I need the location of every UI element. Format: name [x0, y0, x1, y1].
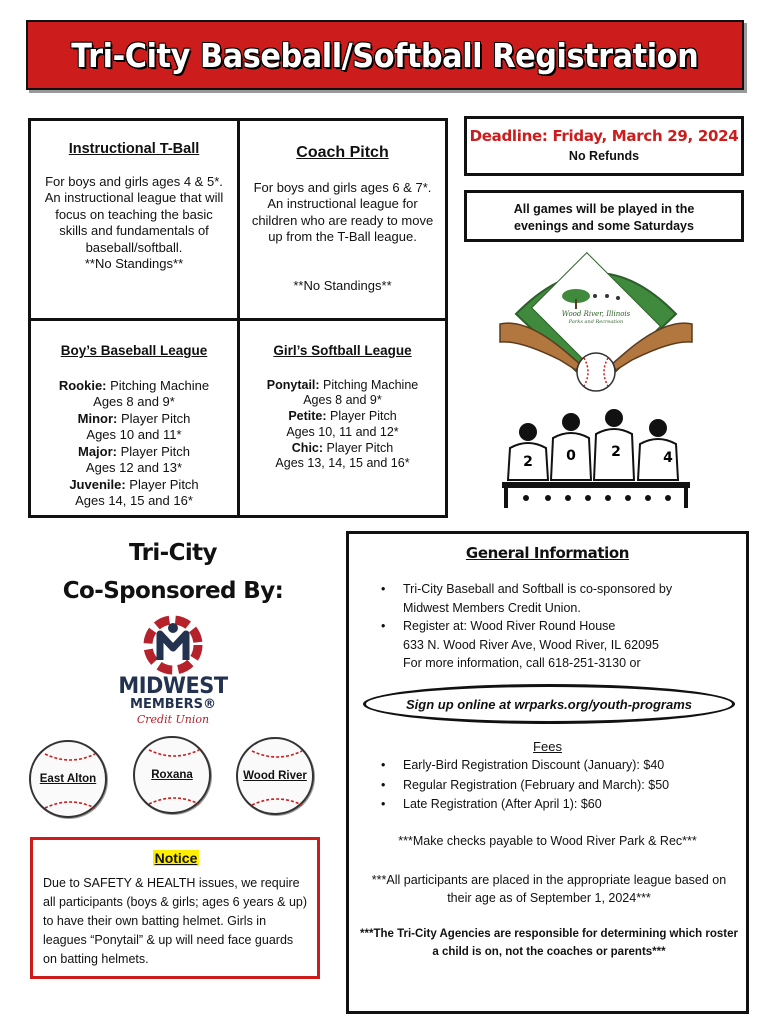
division-type: Player Pitch: [326, 409, 397, 424]
logo-m-icon: [160, 634, 186, 660]
signup-link[interactable]: Sign up online at wrparks.org/youth-programs: [363, 684, 735, 724]
tball-desc-line: For boys and girls ages 4 & 5*.: [45, 173, 223, 189]
division-name: Minor:: [77, 410, 118, 426]
coach-pitch-desc-line: children who are ready to move: [251, 212, 434, 228]
girls-league-title: Girl’s Softball League: [273, 343, 412, 358]
notice-text: Due to SAFETY & HEALTH issues, we require all participants (boys & girls; ages 6 years & up) to have their own batting helmet. Girls in leagues “Ponytail” & up will need face guards on batting helmets.: [43, 876, 308, 966]
title-banner: [26, 20, 744, 90]
bench-leg-icon: [504, 488, 508, 508]
tree-trunk-icon: [575, 299, 577, 309]
player-icon: [605, 294, 609, 298]
sponsor-title-line: Tri-City: [129, 540, 217, 566]
division-name: Major:: [78, 443, 117, 459]
info-item: [379, 617, 746, 673]
sponsor-name: [108, 674, 238, 726]
tball-desc-line: focus on teaching the basic: [55, 206, 213, 222]
division-name: Chic:: [291, 440, 324, 455]
division-line: [248, 409, 437, 425]
fee-item: • Late Registration (After April 1): $60: [379, 795, 669, 815]
games-line: All games will be played in the: [513, 202, 695, 216]
coach-pitch-standings: **No Standings**: [293, 277, 392, 293]
info-line: • Register at: Wood River Round House: [403, 619, 616, 633]
page-title: Tri-City Baseball/Softball Registration: [71, 35, 699, 75]
coach-pitch-cell: [240, 121, 445, 321]
notice-title-text: Notice: [154, 850, 198, 866]
jersey-number: 4: [663, 450, 673, 466]
division-ages: Ages 8 and 9*: [93, 394, 175, 409]
division-ages: Ages 10 and 11*: [86, 427, 182, 442]
info-line: Midwest Members Credit Union.: [403, 600, 581, 615]
fee-item: • Early-Bird Registration Discount (January): $40: [379, 756, 669, 776]
division-name: Petite:: [288, 409, 327, 424]
tball-standings: **No Standings**: [84, 256, 184, 271]
city-ball-east-alton: [29, 740, 107, 818]
division-ages: Ages 13, 14, 15 and 16*: [275, 456, 410, 471]
coach-pitch-desc-line: An instructional league for: [267, 196, 418, 211]
tball-desc-line: An instructional league that will: [44, 190, 224, 205]
games-schedule-box: [464, 190, 744, 242]
info-list: [379, 580, 746, 673]
field-subtext: Parks and Recreation: [568, 319, 624, 325]
division-line: [248, 378, 437, 394]
sponsor-title: [28, 534, 318, 610]
info-line: 633 N. Wood River Ave, Wood River, IL 62095: [403, 637, 659, 652]
info-line: For more information, call 618-251-3130 or: [403, 656, 641, 670]
jersey-number: 0: [566, 448, 576, 464]
player-icon: [616, 296, 620, 300]
division-name: Ponytail:: [266, 377, 320, 392]
sponsor-name-line: MEMBERS®: [130, 697, 216, 712]
tball-cell: [31, 121, 240, 321]
notice-title: [43, 850, 309, 868]
checks-note: ***Make checks payable to Wood River Park & Rec***: [398, 834, 697, 848]
age-note: ***All participants are placed in the appropriate league based on their age as of September 1, 2024***: [371, 873, 727, 905]
tball-title: Instructional T-Ball: [68, 141, 200, 157]
league-grid: [28, 118, 448, 518]
division-type: Pitching Machine: [319, 377, 419, 392]
baseball-icon: [577, 353, 615, 391]
division-name: Juvenile:: [69, 476, 126, 492]
division-ages: Ages 8 and 9*: [303, 393, 382, 408]
girls-softball-cell: [240, 321, 445, 516]
logo-dot-icon: [168, 623, 178, 633]
boys-baseball-cell: [31, 321, 240, 516]
division-line: [39, 411, 229, 428]
player-icon: [593, 294, 597, 298]
fees-list: [379, 756, 669, 815]
sponsor-title-line: Co-Sponsored By:: [62, 578, 284, 604]
general-info-title: General Information: [465, 544, 630, 562]
notice-box: [30, 837, 320, 979]
division-line: [248, 441, 437, 457]
division-ages: Ages 10, 11 and 12*: [286, 424, 399, 439]
jersey-number: 2: [523, 454, 533, 470]
division-type: Player Pitch: [125, 476, 199, 492]
coach-pitch-desc-line: up from the T-Ball league.: [268, 229, 417, 244]
bench-dots-icon: [523, 495, 671, 501]
fee-item: • Regular Registration (February and March): $50: [379, 776, 669, 796]
division-ages: Ages 12 and 13*: [85, 460, 183, 475]
deadline-text: Deadline: Friday, March 29, 2024: [469, 127, 739, 145]
tball-desc-line: baseball/softball.: [85, 239, 183, 255]
general-info-box: [346, 531, 749, 1014]
division-type: Player Pitch: [323, 440, 394, 455]
deadline-box: [464, 116, 744, 176]
city-ball-roxana: [133, 736, 211, 814]
division-type: Player Pitch: [117, 410, 191, 426]
division-type: Pitching Machine: [106, 377, 210, 393]
sponsor-name-line: MIDWEST: [118, 674, 228, 699]
games-line: evenings and some Saturdays: [514, 219, 694, 233]
city-name: Roxana: [151, 769, 193, 781]
division-line: [39, 378, 229, 395]
wood-river-baseball-logo: [496, 252, 696, 510]
coach-pitch-desc-line: For boys and girls ages 6 & 7*.: [253, 179, 432, 195]
field-text: Wood River, Illinois: [561, 310, 631, 318]
bench-leg-icon: [684, 488, 688, 508]
city-name: Wood River: [243, 770, 307, 782]
fees-title: Fees: [533, 739, 562, 754]
roster-note: ***The Tri-City Agencies are responsible for determining which roster a child is on, not the coaches or parents***: [360, 928, 738, 958]
city-ball-wood-river: [236, 737, 314, 815]
city-name: East Alton: [39, 773, 97, 785]
division-line: [39, 477, 229, 494]
division-ages: Ages 14, 15 and 16*: [75, 493, 193, 508]
division-type: Player Pitch: [117, 443, 190, 459]
sponsor-name-line: Credit Union: [136, 713, 210, 726]
jersey-number: 2: [611, 444, 621, 460]
tball-desc-line: skills and fundamentals of: [59, 223, 209, 238]
info-item: [379, 580, 746, 617]
coach-pitch-title: Coach Pitch: [296, 144, 389, 161]
division-name: Rookie:: [58, 377, 107, 393]
bench-icon: [502, 482, 690, 488]
boys-league-title: Boy’s Baseball League: [60, 343, 208, 358]
division-line: [39, 444, 229, 461]
info-line: • Tri-City Baseball and Softball is co-sponsored by: [403, 582, 673, 596]
team-players-icon: [508, 409, 678, 480]
no-refunds-text: No Refunds: [568, 149, 640, 163]
